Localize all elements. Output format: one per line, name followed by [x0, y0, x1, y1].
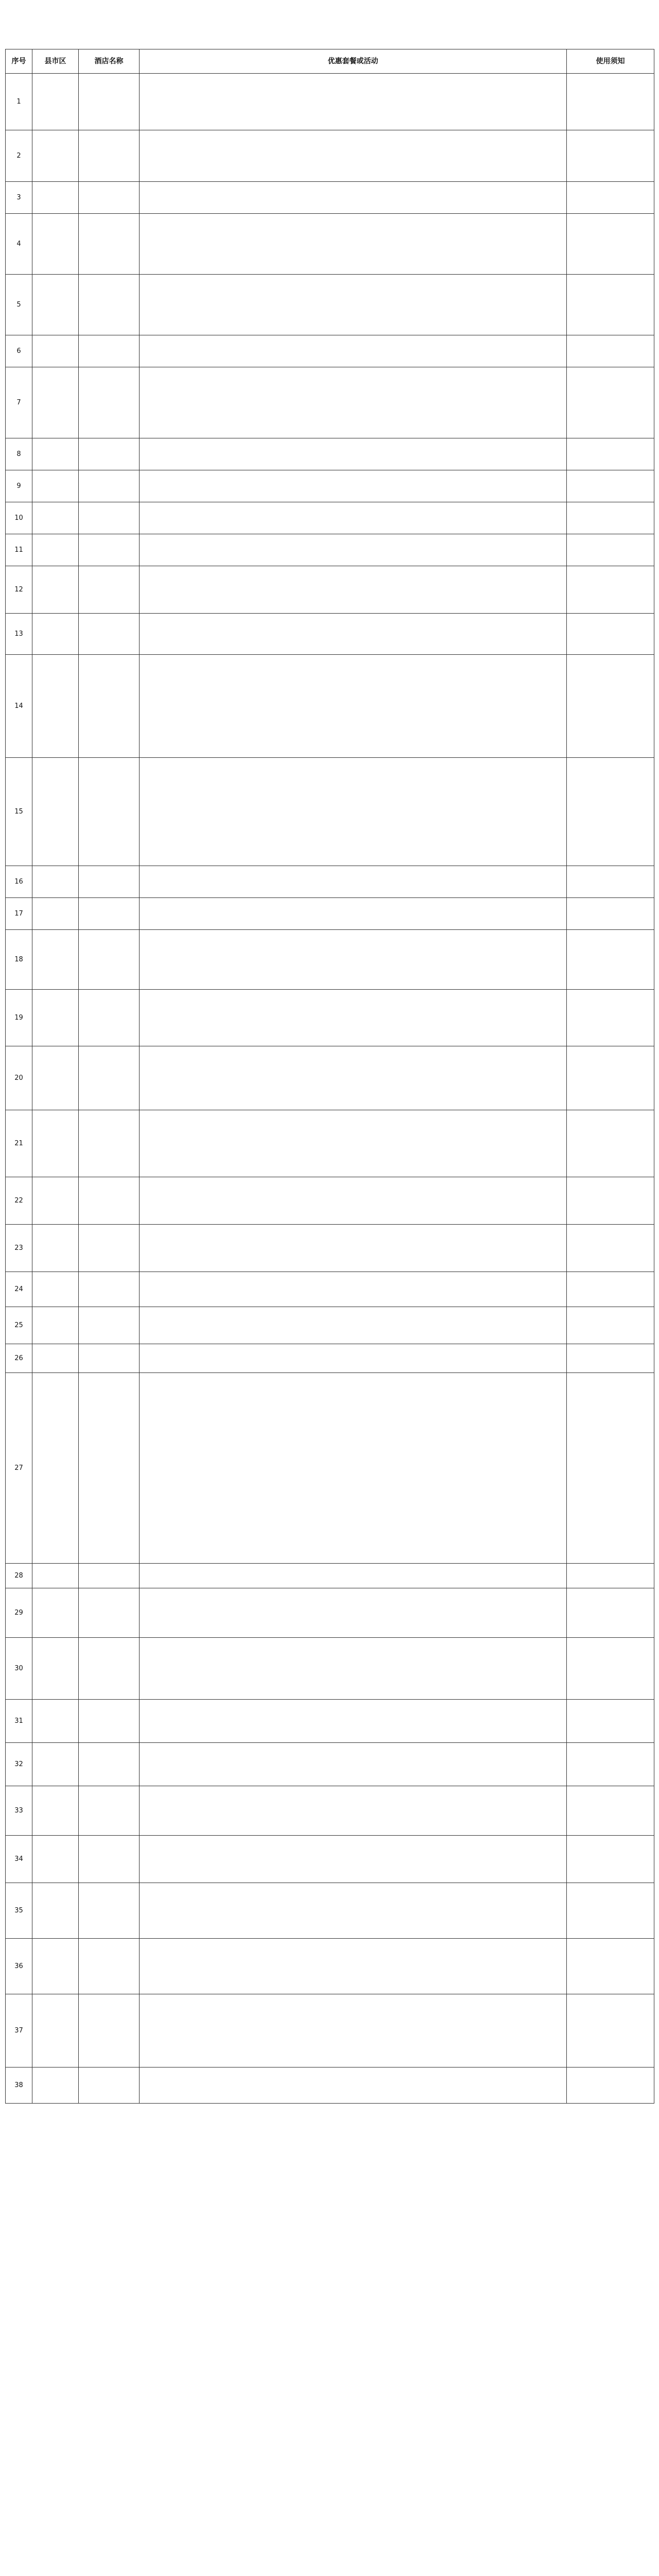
cell-hotel: [79, 275, 140, 335]
cell-note: [567, 898, 654, 930]
cell-no: 7: [6, 367, 32, 438]
table-row: [6, 1836, 654, 1883]
cell-note: [567, 182, 654, 214]
cell-offer: [140, 1225, 567, 1272]
cell-offer: [140, 335, 567, 367]
table-row: [6, 2067, 654, 2104]
table-row: [6, 214, 654, 275]
cell-note: [567, 1344, 654, 1373]
document-title: [0, 0, 659, 49]
table-row: [6, 1373, 654, 1564]
cell-county: [32, 1836, 79, 1883]
cell-hotel: [79, 1225, 140, 1272]
cell-note: [567, 1225, 654, 1272]
cell-no: 4: [6, 214, 32, 275]
cell-hotel: [79, 534, 140, 566]
table-row: [6, 1564, 654, 1588]
cell-no: 9: [6, 470, 32, 502]
cell-note: [567, 1700, 654, 1743]
cell-county: [32, 1046, 79, 1110]
cell-note: [567, 1373, 654, 1564]
cell-no: 23: [6, 1225, 32, 1272]
cell-county: [32, 1786, 79, 1836]
cell-no: 1: [6, 74, 32, 130]
cell-hotel: [79, 1177, 140, 1225]
table-row: [6, 1588, 654, 1638]
cell-hotel: [79, 866, 140, 898]
cell-no: 3: [6, 182, 32, 214]
cell-hotel: [79, 182, 140, 214]
table-row: [6, 502, 654, 534]
cell-no: 35: [6, 1883, 32, 1939]
cell-hotel: [79, 74, 140, 130]
cell-hotel: [79, 502, 140, 534]
table-row: [6, 866, 654, 898]
table-row: [6, 1638, 654, 1700]
cell-note: [567, 1836, 654, 1883]
cell-county: [32, 1588, 79, 1638]
cell-note: [567, 930, 654, 990]
cell-no: 22: [6, 1177, 32, 1225]
cell-no: 37: [6, 1994, 32, 2067]
cell-county: [32, 214, 79, 275]
cell-offer: [140, 1994, 567, 2067]
cell-offer: [140, 367, 567, 438]
cell-note: [567, 1638, 654, 1700]
cell-no: 31: [6, 1700, 32, 1743]
cell-no: 24: [6, 1272, 32, 1307]
table-row: [6, 1110, 654, 1177]
cell-note: [567, 214, 654, 275]
cell-county: [32, 367, 79, 438]
cell-offer: [140, 1786, 567, 1836]
cell-offer: [140, 1638, 567, 1700]
header-offer: 优惠套餐或活动: [140, 49, 567, 74]
cell-no: 27: [6, 1373, 32, 1564]
cell-note: [567, 1786, 654, 1836]
cell-hotel: [79, 1344, 140, 1373]
cell-county: [32, 1177, 79, 1225]
cell-hotel: [79, 1939, 140, 1994]
table-row: [6, 930, 654, 990]
cell-offer: [140, 1939, 567, 1994]
cell-county: [32, 566, 79, 614]
header-county: 县市区: [32, 49, 79, 74]
table-row: [6, 1883, 654, 1939]
cell-hotel: [79, 1307, 140, 1344]
cell-county: [32, 335, 79, 367]
cell-county: [32, 1225, 79, 1272]
cell-no: 36: [6, 1939, 32, 1994]
cell-offer: [140, 1344, 567, 1373]
cell-offer: [140, 1307, 567, 1344]
cell-county: [32, 1110, 79, 1177]
cell-hotel: [79, 2067, 140, 2104]
table-row: [6, 655, 654, 758]
cell-hotel: [79, 214, 140, 275]
cell-offer: [140, 566, 567, 614]
cell-county: [32, 930, 79, 990]
table-row: [6, 74, 654, 130]
cell-no: 8: [6, 438, 32, 470]
cell-no: 30: [6, 1638, 32, 1700]
cell-hotel: [79, 1588, 140, 1638]
cell-county: [32, 1743, 79, 1786]
table-row: [6, 758, 654, 866]
cell-no: 18: [6, 930, 32, 990]
header-row: [6, 49, 654, 74]
cell-note: [567, 1564, 654, 1588]
cell-no: 14: [6, 655, 32, 758]
cell-note: [567, 655, 654, 758]
cell-note: [567, 758, 654, 866]
cell-hotel: [79, 566, 140, 614]
cell-note: [567, 438, 654, 470]
table-row: [6, 438, 654, 470]
cell-offer: [140, 470, 567, 502]
cell-no: 33: [6, 1786, 32, 1836]
table-row: [6, 898, 654, 930]
cell-county: [32, 614, 79, 655]
cell-no: 20: [6, 1046, 32, 1110]
cell-note: [567, 502, 654, 534]
cell-offer: [140, 74, 567, 130]
cell-hotel: [79, 1110, 140, 1177]
cell-no: 26: [6, 1344, 32, 1373]
offers-table: [5, 49, 654, 2104]
table-row: [6, 534, 654, 566]
cell-offer: [140, 275, 567, 335]
cell-note: [567, 335, 654, 367]
cell-county: [32, 470, 79, 502]
table-row: [6, 1225, 654, 1272]
cell-offer: [140, 1700, 567, 1743]
cell-offer: [140, 1588, 567, 1638]
cell-no: 11: [6, 534, 32, 566]
table-row: [6, 275, 654, 335]
cell-hotel: [79, 898, 140, 930]
cell-county: [32, 1272, 79, 1307]
cell-county: [32, 655, 79, 758]
cell-county: [32, 1883, 79, 1939]
cell-note: [567, 1743, 654, 1786]
table-header: [6, 49, 654, 74]
cell-note: [567, 866, 654, 898]
cell-offer: [140, 502, 567, 534]
cell-offer: [140, 1564, 567, 1588]
cell-no: 2: [6, 130, 32, 182]
cell-no: 25: [6, 1307, 32, 1344]
cell-county: [32, 1307, 79, 1344]
cell-offer: [140, 1046, 567, 1110]
cell-county: [32, 74, 79, 130]
cell-offer: [140, 182, 567, 214]
cell-note: [567, 1883, 654, 1939]
table-row: [6, 1307, 654, 1344]
cell-note: [567, 1110, 654, 1177]
cell-offer: [140, 930, 567, 990]
cell-no: 29: [6, 1588, 32, 1638]
cell-hotel: [79, 438, 140, 470]
cell-offer: [140, 214, 567, 275]
cell-note: [567, 990, 654, 1046]
cell-hotel: [79, 1564, 140, 1588]
cell-offer: [140, 1110, 567, 1177]
cell-no: 13: [6, 614, 32, 655]
table-row: [6, 566, 654, 614]
cell-offer: [140, 758, 567, 866]
cell-no: 28: [6, 1564, 32, 1588]
cell-offer: [140, 990, 567, 1046]
cell-county: [32, 182, 79, 214]
cell-county: [32, 1373, 79, 1564]
cell-no: 19: [6, 990, 32, 1046]
cell-no: 32: [6, 1743, 32, 1786]
cell-note: [567, 130, 654, 182]
cell-hotel: [79, 130, 140, 182]
cell-hotel: [79, 655, 140, 758]
cell-county: [32, 866, 79, 898]
cell-hotel: [79, 1700, 140, 1743]
cell-hotel: [79, 930, 140, 990]
cell-hotel: [79, 1883, 140, 1939]
cell-hotel: [79, 1836, 140, 1883]
cell-no: 6: [6, 335, 32, 367]
cell-county: [32, 2067, 79, 2104]
cell-offer: [140, 898, 567, 930]
cell-no: 15: [6, 758, 32, 866]
cell-hotel: [79, 614, 140, 655]
cell-offer: [140, 614, 567, 655]
table-row: [6, 1939, 654, 1994]
table-row: [6, 614, 654, 655]
table-row: [6, 470, 654, 502]
table-row: [6, 182, 654, 214]
cell-no: 38: [6, 2067, 32, 2104]
cell-note: [567, 1272, 654, 1307]
cell-hotel: [79, 1743, 140, 1786]
cell-offer: [140, 438, 567, 470]
cell-county: [32, 275, 79, 335]
cell-county: [32, 1564, 79, 1588]
table-row: [6, 1272, 654, 1307]
table-row: [6, 1700, 654, 1743]
cell-no: 21: [6, 1110, 32, 1177]
cell-hotel: [79, 470, 140, 502]
cell-no: 12: [6, 566, 32, 614]
cell-offer: [140, 130, 567, 182]
cell-hotel: [79, 1046, 140, 1110]
cell-note: [567, 614, 654, 655]
cell-hotel: [79, 1994, 140, 2067]
cell-hotel: [79, 990, 140, 1046]
cell-no: 10: [6, 502, 32, 534]
table-row: [6, 1786, 654, 1836]
table-row: [6, 1743, 654, 1786]
cell-hotel: [79, 1272, 140, 1307]
header-hotel: 酒店名称: [79, 49, 140, 74]
cell-note: [567, 1939, 654, 1994]
cell-note: [567, 275, 654, 335]
cell-hotel: [79, 1786, 140, 1836]
cell-no: 17: [6, 898, 32, 930]
cell-note: [567, 470, 654, 502]
cell-offer: [140, 1883, 567, 1939]
table-row: [6, 1046, 654, 1110]
cell-county: [32, 758, 79, 866]
cell-offer: [140, 1743, 567, 1786]
cell-hotel: [79, 758, 140, 866]
table-row: [6, 990, 654, 1046]
cell-note: [567, 74, 654, 130]
table-row: [6, 367, 654, 438]
cell-no: 16: [6, 866, 32, 898]
cell-county: [32, 502, 79, 534]
cell-offer: [140, 2067, 567, 2104]
cell-offer: [140, 534, 567, 566]
cell-county: [32, 1939, 79, 1994]
cell-county: [32, 990, 79, 1046]
table-row: [6, 130, 654, 182]
cell-offer: [140, 1373, 567, 1564]
cell-note: [567, 2067, 654, 2104]
cell-no: 5: [6, 275, 32, 335]
cell-note: [567, 1046, 654, 1110]
cell-county: [32, 534, 79, 566]
cell-county: [32, 1700, 79, 1743]
cell-note: [567, 1994, 654, 2067]
cell-no: 34: [6, 1836, 32, 1883]
cell-note: [567, 1177, 654, 1225]
cell-note: [567, 1588, 654, 1638]
table-row: [6, 1994, 654, 2067]
cell-county: [32, 130, 79, 182]
cell-note: [567, 566, 654, 614]
cell-note: [567, 1307, 654, 1344]
cell-hotel: [79, 1638, 140, 1700]
cell-offer: [140, 1272, 567, 1307]
cell-county: [32, 1344, 79, 1373]
cell-county: [32, 898, 79, 930]
table-row: [6, 1344, 654, 1373]
cell-county: [32, 438, 79, 470]
cell-hotel: [79, 1373, 140, 1564]
cell-note: [567, 367, 654, 438]
cell-offer: [140, 866, 567, 898]
header-note: 使用须知: [567, 49, 654, 74]
cell-hotel: [79, 335, 140, 367]
cell-hotel: [79, 367, 140, 438]
cell-offer: [140, 655, 567, 758]
cell-county: [32, 1638, 79, 1700]
header-no: 序号: [6, 49, 32, 74]
table-body: [6, 74, 654, 2104]
cell-offer: [140, 1177, 567, 1225]
cell-county: [32, 1994, 79, 2067]
cell-note: [567, 534, 654, 566]
table-row: [6, 1177, 654, 1225]
cell-offer: [140, 1836, 567, 1883]
table-row: [6, 335, 654, 367]
